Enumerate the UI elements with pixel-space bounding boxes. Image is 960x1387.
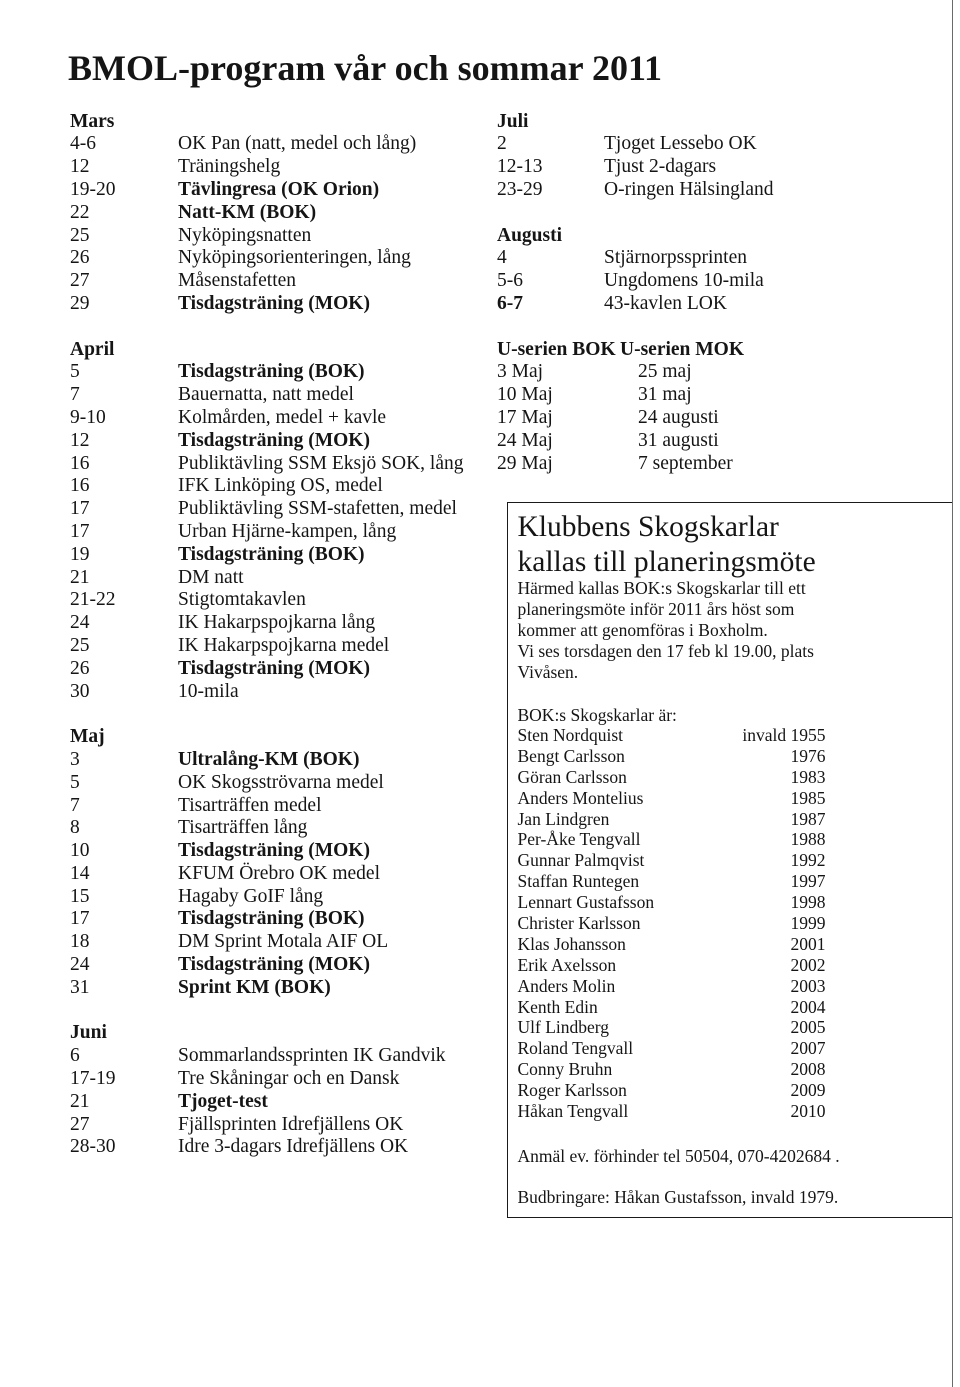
schedule-row (70, 1136, 490, 1159)
u-serien-bok-date: 10 Maj (497, 384, 553, 406)
member-year: 1976 (790, 745, 826, 766)
schedule-row (70, 589, 490, 612)
month-section (70, 339, 490, 704)
u-serien-bok-date: 24 Maj (497, 429, 553, 451)
member-row (518, 997, 826, 1018)
member-row (518, 871, 826, 892)
schedule-row (70, 863, 490, 886)
event-date: 7 (70, 794, 80, 816)
u-serien-mok-date: 24 augusti (638, 406, 719, 428)
schedule-row (70, 179, 490, 202)
month-heading: Juli (497, 110, 529, 132)
schedule-row (70, 840, 490, 863)
event-name: Sommarlandssprinten IK Gandvik (178, 1045, 446, 1067)
notice-heading (518, 510, 816, 580)
event-date: 4 (497, 247, 507, 269)
member-row (518, 809, 826, 830)
month-heading: Augusti (497, 224, 563, 246)
member-name: Anders Montelius (517, 787, 644, 808)
schedule-row (70, 1091, 490, 1114)
u-serien-bok-header: U-serien BOK (497, 338, 616, 360)
schedule-row (70, 817, 490, 840)
right-month-sections (497, 111, 937, 316)
schedule-row (497, 293, 937, 316)
event-date: 21-22 (70, 589, 116, 611)
event-date: 30 (70, 680, 90, 702)
member-row (518, 767, 826, 788)
event-date: 5 (70, 771, 80, 793)
schedule-row (70, 407, 490, 430)
u-serien-mok-header: U-serien MOK (620, 338, 745, 360)
member-row (518, 1101, 826, 1122)
event-name: Natt-KM (BOK) (178, 201, 317, 223)
members-heading: BOK:s Skogskarlar är: (517, 705, 677, 725)
member-name: Anders Molin (517, 975, 616, 996)
event-date: 2 (497, 133, 507, 155)
schedule-row (70, 453, 490, 476)
u-serien-mok-date: 7 september (638, 452, 733, 474)
event-name: Ultralång-KM (BOK) (178, 748, 360, 770)
member-year: 2002 (790, 954, 826, 975)
member-name: Gunnar Palmqvist (517, 850, 645, 871)
schedule-row (70, 225, 490, 248)
month-section (70, 111, 490, 316)
event-date: 22 (70, 201, 90, 223)
member-name: Conny Bruhn (517, 1059, 613, 1080)
event-name: Tjoget Lessebo OK (604, 133, 757, 155)
event-date: 23-29 (497, 178, 543, 200)
event-date: 24 (70, 954, 90, 976)
event-name: Tisarträffen medel (178, 794, 322, 816)
member-name: Roger Karlsson (517, 1080, 627, 1101)
member-name: Staffan Runtegen (517, 871, 640, 892)
invitation-line: Vivåsen. (517, 662, 579, 682)
schedule-row (70, 498, 490, 521)
schedule-row (70, 749, 490, 772)
contact-line: Anmäl ev. förhinder tel 50504, 070-4202684 . (517, 1146, 840, 1166)
schedule-row (70, 1068, 490, 1091)
schedule-row (70, 658, 490, 681)
event-name: IK Hakarpspojkarna lång (178, 612, 376, 634)
schedule-row (70, 908, 490, 931)
member-year: 1987 (790, 808, 826, 829)
event-date: 4-6 (70, 133, 96, 155)
month-heading: Juni (70, 1022, 107, 1044)
member-year: 2010 (790, 1101, 826, 1122)
event-date: 16 (70, 452, 90, 474)
u-serien-mok-date: 31 maj (638, 384, 692, 406)
member-year: invald 1955 (742, 725, 826, 745)
member-name: Erik Axelsson (517, 954, 617, 975)
event-name: Måsenstafetten (178, 270, 297, 292)
member-year: 1997 (790, 871, 826, 892)
schedule-row (497, 133, 937, 156)
member-row (518, 1059, 826, 1080)
schedule-row (70, 795, 490, 818)
month-heading: April (70, 338, 115, 360)
event-date: 27 (70, 270, 90, 292)
member-year: 2004 (790, 996, 826, 1017)
event-date: 6 (70, 1045, 80, 1067)
member-row (518, 1038, 826, 1059)
event-name: Tisdagsträning (BOK) (178, 361, 365, 383)
schedule-row (70, 475, 490, 498)
member-name: Christer Karlsson (517, 913, 641, 934)
u-serien-row (497, 384, 937, 407)
event-name: Tävlingresa (OK Orion) (178, 178, 380, 200)
schedule-row (70, 430, 490, 453)
schedule-row (70, 1045, 490, 1068)
notice-heading-line: kallas till planeringsmöte (517, 546, 816, 578)
member-year: 2003 (790, 975, 826, 996)
invitation-line: kommer att genomföras i Boxholm. (517, 620, 768, 640)
event-name: Bauernatta, natt medel (178, 384, 354, 406)
messenger-line: Budbringare: Håkan Gustafsson, invald 1979. (517, 1187, 839, 1207)
schedule-row (497, 179, 937, 202)
event-name: Tisdagsträning (MOK) (178, 429, 370, 451)
event-date: 31 (70, 976, 90, 998)
event-date: 19 (70, 543, 90, 565)
schedule-right-column (497, 111, 937, 476)
event-name: Idre 3-dagars Idrefjällens OK (178, 1136, 409, 1158)
event-name: Tjust 2-dagars (604, 156, 717, 178)
event-name: OK Pan (natt, medel och lång) (178, 133, 417, 155)
event-name: Urban Hjärne-kampen, lång (178, 520, 397, 542)
schedule-row (70, 681, 490, 704)
member-row (518, 746, 826, 767)
member-name: Lennart Gustafsson (517, 892, 655, 913)
member-row (518, 955, 826, 976)
event-name: IK Hakarpspojkarna medel (178, 634, 390, 656)
month-section (70, 726, 490, 1000)
invitation-line: Härmed kallas BOK:s Skogskarlar till ett (517, 578, 806, 598)
event-name: Kolmården, medel + kavle (178, 406, 387, 428)
event-date: 21 (70, 1090, 90, 1112)
member-row (518, 850, 826, 871)
event-date: 12 (70, 429, 90, 451)
u-serien-row (497, 407, 937, 430)
event-date: 3 (70, 748, 80, 770)
event-date: 14 (70, 862, 90, 884)
schedule-row (70, 772, 490, 795)
member-year: 1988 (790, 829, 826, 850)
skogskarlar-notice-box (507, 502, 953, 1218)
member-row (518, 913, 826, 934)
event-date: 5 (70, 361, 80, 383)
schedule-row (70, 156, 490, 179)
notice-heading-line: Klubbens Skogskarlar (517, 511, 779, 543)
u-serien-bok-date: 3 Maj (497, 361, 544, 383)
event-name: Tisdagsträning (MOK) (178, 840, 370, 862)
member-year: 1999 (790, 913, 826, 934)
schedule-row (497, 247, 937, 270)
event-date: 10 (70, 840, 90, 862)
event-name: Tjoget-test (178, 1090, 268, 1112)
schedule-row (70, 544, 490, 567)
member-year: 2009 (790, 1080, 826, 1101)
schedule-row (70, 361, 490, 384)
event-date: 18 (70, 931, 90, 953)
member-year: 2008 (790, 1059, 826, 1080)
schedule-row (70, 1114, 490, 1137)
member-year: 2007 (790, 1038, 826, 1059)
event-name: Stjärnorpssprinten (604, 247, 747, 269)
event-name: 10-mila (178, 680, 239, 702)
event-name: OK Skogsströvarna medel (178, 771, 384, 793)
event-date: 12-13 (497, 156, 543, 178)
event-date: 17 (70, 908, 90, 930)
schedule-row (70, 521, 490, 544)
event-date: 27 (70, 1113, 90, 1135)
event-name: DM Sprint Motala AIF OL (178, 931, 389, 953)
schedule-row (70, 247, 490, 270)
scan-edge-line (952, 0, 953, 1387)
schedule-left-column (70, 111, 490, 1160)
member-name: Håkan Tengvall (517, 1101, 629, 1122)
member-year: 1983 (790, 766, 826, 787)
schedule-row (70, 977, 490, 1000)
event-date: 12 (70, 156, 90, 178)
schedule-row (70, 886, 490, 909)
member-name: Jan Lindgren (517, 808, 610, 829)
event-name: Nyköpingsorienteringen, lång (178, 247, 411, 269)
event-date: 19-20 (70, 178, 116, 200)
event-date: 29 (70, 292, 90, 314)
event-name: 43-kavlen LOK (604, 292, 727, 314)
schedule-row (70, 931, 490, 954)
member-row (518, 976, 826, 997)
member-name: Kenth Edin (517, 996, 598, 1017)
event-name: Tisdagsträning (BOK) (178, 908, 365, 930)
schedule-row (497, 156, 937, 179)
event-name: DM natt (178, 566, 244, 588)
u-serien-bok-date: 17 Maj (497, 406, 553, 428)
event-name: Hagaby GoIF lång (178, 885, 324, 907)
event-name: Ungdomens 10-mila (604, 270, 764, 292)
u-serien-mok-date: 25 maj (638, 361, 692, 383)
event-date: 15 (70, 885, 90, 907)
member-row (518, 1017, 826, 1038)
u-serien-header-row (497, 339, 937, 362)
schedule-row (70, 133, 490, 156)
event-date: 17 (70, 520, 90, 542)
members-list (518, 725, 826, 1122)
member-year: 1985 (790, 787, 826, 808)
event-name: Tisarträffen lång (178, 817, 308, 839)
event-name: Sprint KM (BOK) (178, 976, 331, 998)
month-heading: Mars (70, 110, 115, 132)
event-date: 9-10 (70, 406, 106, 428)
event-date: 26 (70, 247, 90, 269)
month-section (497, 111, 937, 202)
member-year: 1998 (790, 892, 826, 913)
member-row (518, 934, 826, 955)
event-date: 25 (70, 224, 90, 246)
schedule-row (497, 270, 937, 293)
event-name: O-ringen Hälsingland (604, 178, 774, 200)
member-name: Sten Nordquist (517, 725, 623, 745)
event-name: Stigtomtakavlen (178, 589, 306, 611)
page-title: BMOL-program vår och sommar 2011 (68, 48, 662, 88)
event-name: Träningshelg (178, 156, 281, 178)
member-name: Klas Johansson (517, 933, 626, 954)
member-row (518, 892, 826, 913)
u-serien-row (497, 453, 937, 476)
month-section (497, 225, 937, 316)
u-serien-row (497, 430, 937, 453)
member-name: Per-Åke Tengvall (517, 829, 641, 850)
schedule-row (70, 635, 490, 658)
schedule-row (70, 384, 490, 407)
member-row (518, 1080, 826, 1101)
event-date: 7 (70, 384, 80, 406)
schedule-row (70, 293, 490, 316)
u-serien-table (497, 339, 937, 476)
schedule-row (70, 202, 490, 225)
event-date: 24 (70, 612, 90, 634)
event-date: 26 (70, 657, 90, 679)
event-name: Tre Skåningar och en Dansk (178, 1068, 400, 1090)
schedule-row (70, 270, 490, 293)
u-serien-mok-date: 31 augusti (638, 429, 719, 451)
schedule-row (70, 612, 490, 635)
u-serien-bok-date: 29 Maj (497, 452, 553, 474)
event-date: 25 (70, 634, 90, 656)
event-date: 28-30 (70, 1136, 116, 1158)
event-date: 21 (70, 566, 90, 588)
event-name: Nyköpingsnatten (178, 224, 312, 246)
invitation-line: Vi ses torsdagen den 17 feb kl 19.00, plats (517, 641, 814, 661)
event-date: 16 (70, 475, 90, 497)
schedule-row (70, 954, 490, 977)
member-row (518, 788, 826, 809)
event-name: IFK Linköping OS, medel (178, 475, 383, 497)
event-name: Tisdagsträning (MOK) (178, 657, 370, 679)
event-date: 17-19 (70, 1068, 116, 1090)
member-row (518, 829, 826, 850)
month-section (70, 1022, 490, 1159)
invitation-text (518, 578, 814, 683)
schedule-row (70, 567, 490, 590)
member-name: Göran Carlsson (517, 766, 627, 787)
invitation-line: planeringsmöte inför 2011 års höst som (517, 599, 795, 619)
member-name: Bengt Carlsson (517, 745, 625, 766)
event-name: Tisdagsträning (MOK) (178, 954, 370, 976)
member-name: Roland Tengvall (517, 1038, 634, 1059)
event-date: 8 (70, 817, 80, 839)
member-name: Ulf Lindberg (517, 1017, 610, 1038)
member-year: 2005 (790, 1017, 826, 1038)
event-name: Tisdagsträning (MOK) (178, 292, 370, 314)
event-date: 6-7 (497, 292, 523, 314)
event-name: Tisdagsträning (BOK) (178, 543, 365, 565)
event-name: Publiktävling SSM-stafetten, medel (178, 498, 457, 520)
event-name: Fjällsprinten Idrefjällens OK (178, 1113, 404, 1135)
event-date: 17 (70, 498, 90, 520)
member-year: 1992 (790, 850, 826, 871)
event-date: 5-6 (497, 270, 523, 292)
event-name: Publiktävling SSM Eksjö SOK, lång (178, 452, 464, 474)
member-row (518, 725, 826, 746)
month-heading: Maj (70, 726, 105, 748)
member-year: 2001 (790, 933, 826, 954)
event-name: KFUM Örebro OK medel (178, 862, 381, 884)
u-serien-row (497, 361, 937, 384)
